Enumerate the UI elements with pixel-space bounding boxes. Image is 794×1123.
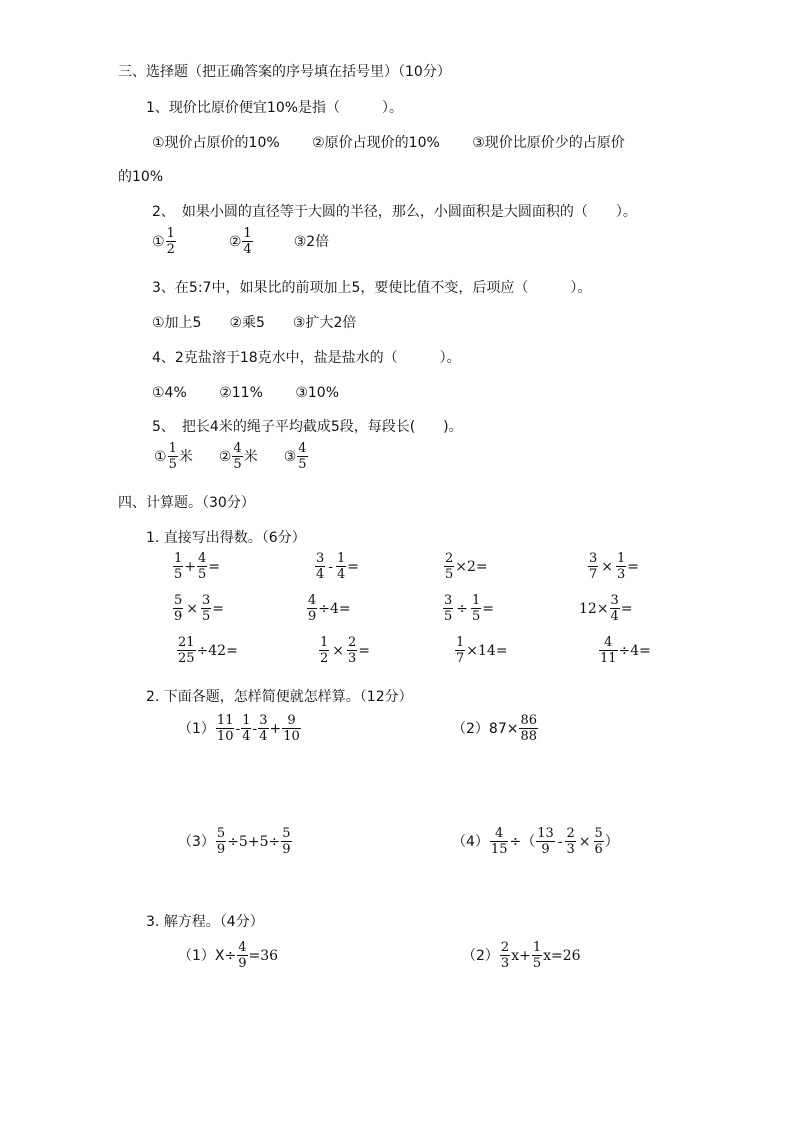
numerator: 3 (259, 713, 268, 728)
calc-r3c4 (598, 635, 651, 666)
fraction (315, 551, 325, 582)
math-text: = (212, 600, 225, 617)
math-text: + (184, 558, 197, 575)
math-text: × (332, 642, 345, 659)
denominator: 11 (600, 651, 617, 666)
math-text: （1） (178, 720, 215, 737)
math-text: ×14= (466, 642, 508, 659)
numerator: 2 (348, 635, 357, 650)
fraction (297, 441, 307, 472)
fraction (471, 593, 481, 624)
question-1-options: ①现价占原价的10% ②原价占现价的10% ③现价比原价少的占原价 (152, 135, 625, 151)
fraction (242, 226, 252, 257)
fraction (594, 826, 604, 857)
unit-text: 米 (243, 448, 258, 465)
simplify-2 (452, 713, 539, 744)
denominator: 10 (283, 729, 300, 744)
part-2-title: 2. 下面各题，怎样简便就怎样算。（12分） (146, 689, 413, 705)
numerator: 4 (495, 826, 504, 841)
math-text: ÷42= (196, 642, 238, 659)
fraction (336, 551, 346, 582)
question-3-options: ①加上5 ②乘5 ③扩大2倍 (152, 315, 357, 331)
numerator: 4 (604, 635, 613, 650)
fraction (616, 551, 626, 582)
math-text: = (482, 600, 495, 617)
question-5: 5、 把长4米的绳子平均截成5段，每段长( )。 (152, 419, 463, 435)
math-text: × (601, 558, 614, 575)
question-4-options: ①4% ②11% ③10% (152, 385, 339, 401)
fraction (565, 826, 575, 857)
denominator: 9 (308, 609, 317, 624)
fraction (536, 826, 555, 857)
calc-r1c1 (172, 551, 220, 582)
fraction (282, 713, 301, 744)
equation-2 (462, 940, 581, 971)
denominator: 4 (243, 242, 252, 257)
fraction (232, 441, 242, 472)
numerator: 1 (320, 635, 329, 650)
option-1-marker: ① (152, 233, 165, 250)
calc-r1c2 (314, 551, 359, 582)
option-3-marker: ③ (283, 448, 297, 465)
fraction (307, 593, 317, 624)
part-1-title: 1. 直接写出得数。（6分） (146, 530, 306, 546)
fraction (490, 826, 509, 857)
question-3: 3、在5:7中，如果比的前项加上5，要使比值不变，后项应（ ）。 (152, 280, 592, 296)
denominator: 4 (242, 729, 251, 744)
calc-r2c4 (579, 593, 633, 624)
numerator: 1 (472, 593, 481, 608)
denominator: 9 (541, 842, 550, 857)
calc-r2c2 (306, 593, 351, 624)
fraction (216, 826, 226, 857)
numerator: 2 (566, 826, 575, 841)
fraction (177, 635, 196, 666)
numerator: 5 (594, 826, 603, 841)
math-text: （2）87× (452, 720, 519, 737)
math-text: （1）X÷ (178, 947, 237, 964)
numerator: 4 (238, 940, 247, 955)
calc-r3c2 (318, 635, 370, 666)
part-3-title: 3. 解方程。（4分） (146, 914, 264, 930)
calc-r3c1 (176, 635, 238, 666)
numerator: 3 (316, 551, 325, 566)
numerator: 4 (233, 441, 242, 456)
math-text: ） (604, 833, 619, 850)
denominator: 5 (174, 567, 183, 582)
simplify-3 (178, 826, 293, 857)
denominator: 2 (166, 242, 175, 257)
fraction (173, 551, 183, 582)
denominator: 88 (520, 729, 537, 744)
denominator: 10 (216, 729, 234, 744)
question-2-options (152, 226, 329, 257)
fraction (197, 551, 207, 582)
option-1-marker: ① (154, 448, 167, 465)
denominator: 4 (259, 729, 268, 744)
section-four-title: 四、计算题。（30分） (118, 495, 255, 511)
math-text: （4） (452, 833, 489, 850)
math-text: ÷ (456, 600, 469, 617)
math-text: ×2= (455, 558, 488, 575)
numerator: 11 (216, 713, 234, 728)
fraction (173, 593, 183, 624)
question-1-options-continued: 的10% (118, 169, 164, 185)
math-text: = (358, 642, 371, 659)
denominator: 9 (282, 842, 291, 857)
denominator: 5 (233, 457, 242, 472)
fraction (166, 226, 176, 257)
numerator: 1 (337, 551, 346, 566)
unit-text: 米 (178, 448, 193, 465)
numerator: 1 (166, 226, 175, 241)
numerator: 13 (537, 826, 554, 841)
numerator: 3 (202, 593, 211, 608)
denominator: 6 (594, 842, 603, 857)
denominator: 25 (178, 651, 195, 666)
denominator: 3 (566, 842, 575, 857)
fraction (443, 593, 453, 624)
math-text: ÷（ (509, 833, 536, 850)
math-text: = (347, 558, 360, 575)
denominator: 9 (174, 609, 183, 624)
math-text: （2） (462, 947, 499, 964)
numerator: 3 (589, 551, 598, 566)
numerator: 2 (445, 551, 454, 566)
equation-1 (178, 940, 278, 971)
numerator: 1 (168, 441, 177, 456)
denominator: 4 (316, 567, 325, 582)
math-text: =36 (248, 947, 279, 964)
numerator: 3 (444, 593, 453, 608)
denominator: 5 (198, 567, 207, 582)
math-text: - (252, 720, 258, 737)
option-3: ③2倍 (293, 233, 330, 250)
math-text: = (627, 558, 640, 575)
fraction (347, 635, 357, 666)
fraction (241, 713, 251, 744)
fraction (168, 441, 178, 472)
section-three-title: 三、选择题（把正确答案的序号填在括号里）（10分） (118, 64, 451, 80)
denominator: 9 (216, 842, 226, 857)
denominator: 7 (589, 567, 598, 582)
math-text: x=26 (543, 947, 581, 964)
denominator: 5 (532, 956, 542, 971)
fraction (455, 635, 465, 666)
numerator: 1 (243, 226, 252, 241)
fraction (216, 713, 235, 744)
denominator: 3 (348, 651, 357, 666)
denominator: 5 (202, 609, 211, 624)
numerator: 1 (617, 551, 626, 566)
denominator: 5 (444, 609, 453, 624)
question-5-options (154, 441, 309, 472)
numerator: 4 (308, 593, 317, 608)
math-text: - (328, 558, 334, 575)
numerator: 5 (282, 826, 291, 841)
math-text: ÷5+5÷ (227, 833, 281, 850)
denominator: 3 (500, 956, 510, 971)
simplify-1 (178, 713, 302, 744)
simplify-4 (452, 826, 619, 857)
denominator: 2 (320, 651, 329, 666)
denominator: 5 (298, 457, 307, 472)
fraction (444, 551, 454, 582)
question-4: 4、2克盐溶于18克水中，盐是盐水的（ ）。 (152, 350, 461, 366)
math-text: - (235, 720, 241, 737)
math-text: ÷4= (318, 600, 351, 617)
fraction (500, 940, 510, 971)
fraction (610, 593, 620, 624)
denominator: 5 (168, 457, 177, 472)
numerator: 1 (242, 713, 251, 728)
numerator: 5 (174, 593, 183, 608)
fraction (237, 940, 247, 971)
denominator: 5 (472, 609, 481, 624)
fraction (599, 635, 618, 666)
math-text: - (557, 833, 563, 850)
denominator: 4 (610, 609, 619, 624)
math-text: = (208, 558, 221, 575)
fraction (588, 551, 598, 582)
numerator: 9 (287, 713, 296, 728)
math-text: x+ (511, 947, 531, 964)
fraction (281, 826, 291, 857)
denominator: 9 (238, 956, 247, 971)
question-1: 1、现价比原价便宜10%是指（ ）。 (146, 100, 404, 116)
numerator: 1 (532, 940, 542, 955)
numerator: 1 (456, 635, 465, 650)
denominator: 7 (456, 651, 465, 666)
denominator: 4 (337, 567, 346, 582)
numerator: 4 (198, 551, 207, 566)
numerator: 1 (174, 551, 183, 566)
fraction (319, 635, 329, 666)
calc-r3c3 (454, 635, 508, 666)
numerator: 86 (520, 713, 537, 728)
denominator: 3 (617, 567, 626, 582)
numerator: 4 (298, 441, 307, 456)
denominator: 15 (490, 842, 508, 857)
math-text: = (620, 600, 633, 617)
calc-r1c3 (443, 551, 488, 582)
math-text: （3） (178, 833, 215, 850)
math-text: + (269, 720, 282, 737)
math-text: 12× (579, 600, 609, 617)
calc-r1c4 (587, 551, 639, 582)
question-2: 2、 如果小圆的直径等于大圆的半径，那么，小圆面积是大圆面积的（ ）。 (152, 204, 637, 220)
calc-r2c1 (172, 593, 224, 624)
fraction (532, 940, 542, 971)
numerator: 3 (610, 593, 619, 608)
fraction (519, 713, 538, 744)
calc-r2c3 (442, 593, 494, 624)
fraction (201, 593, 211, 624)
math-text: × (578, 833, 591, 850)
option-2-marker: ② (228, 233, 242, 250)
fraction (258, 713, 268, 744)
denominator: 5 (445, 567, 454, 582)
math-text: ÷4= (618, 642, 651, 659)
numerator: 21 (178, 635, 195, 650)
math-text: × (186, 600, 199, 617)
numerator: 2 (500, 940, 510, 955)
numerator: 5 (216, 826, 226, 841)
option-2-marker: ② (218, 448, 232, 465)
